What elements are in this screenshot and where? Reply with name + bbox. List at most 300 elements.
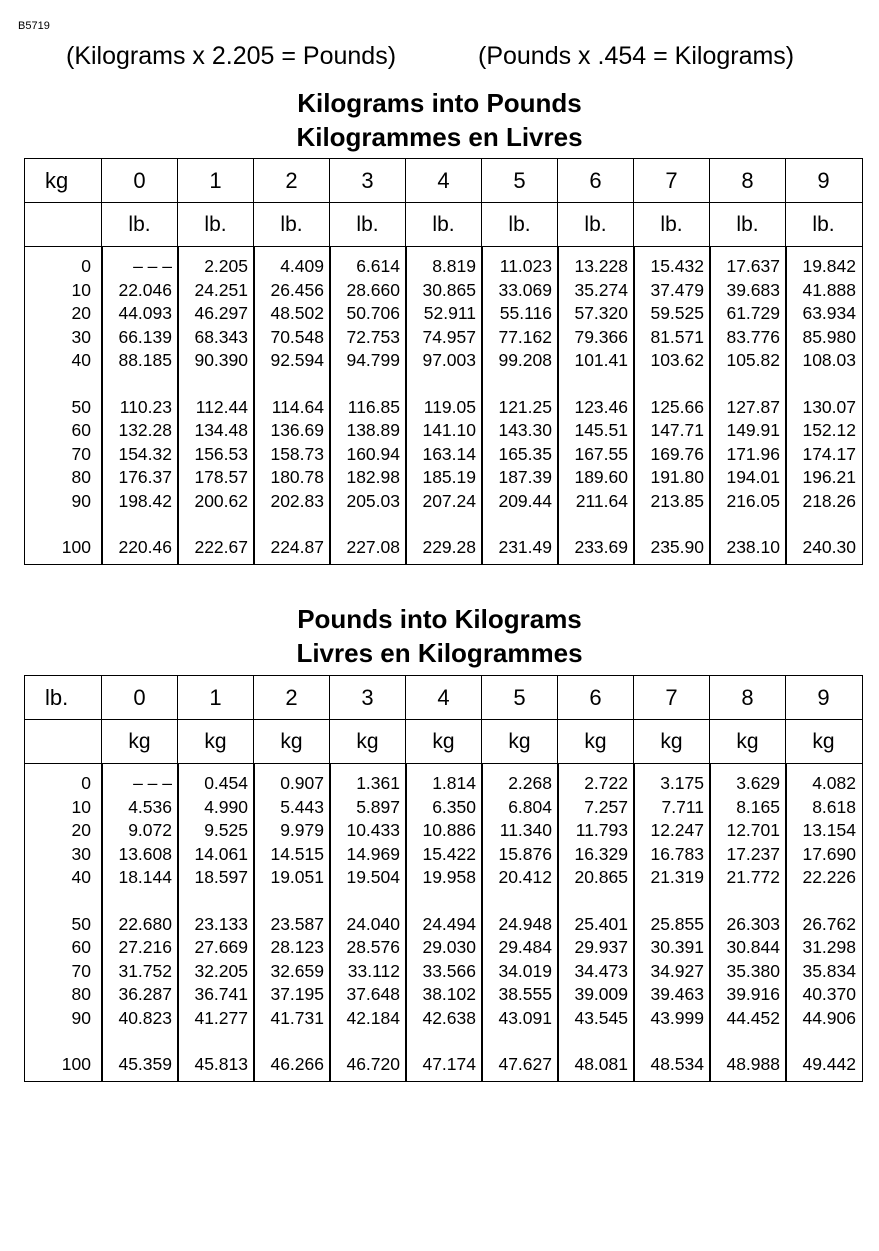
table-cell: 160.94 [346,443,400,464]
table-cell: 38.555 [498,984,552,1004]
table-cell: 39.009 [574,984,628,1004]
table-cell: 70.548 [270,326,324,347]
table-cell: 240.30 [802,537,856,557]
table-row [25,796,862,820]
table-cell: 34.473 [574,960,628,981]
table-cell: 30.391 [650,937,704,957]
table-cell: 174.17 [802,443,856,464]
table-cell: 143.30 [498,420,552,440]
table-cell: 125.66 [650,396,704,417]
table-cell: 165.35 [498,443,552,464]
unit-spacer [25,720,101,763]
table-cell: 119.05 [423,396,476,417]
table-cell: 7.257 [584,796,628,817]
table-cell: 44.906 [802,1007,856,1028]
table-cell: 9.979 [280,820,324,840]
table-cell: 63.934 [802,303,856,323]
table-cell: 3.175 [660,773,704,793]
table-cell: 110.23 [119,396,172,417]
table-cell: 14.969 [346,843,400,864]
column-header: 6 [557,676,633,719]
table-row [25,349,862,373]
table-cell: 55.116 [499,303,552,323]
table-cell: 17.237 [726,843,780,864]
row-label: 40 [71,867,91,887]
table-cell: 32.659 [270,960,324,981]
table-cell: 94.799 [346,350,400,370]
table-cell: 20.412 [498,867,552,887]
table-row [25,302,862,326]
table-cell: 132.28 [118,420,172,440]
table-cell: 23.133 [194,913,248,934]
column-header: 5 [481,676,557,719]
table-cell: 191.80 [650,467,704,487]
table-cell: 41.731 [270,1007,324,1028]
table-cell: 31.752 [118,960,172,981]
table-cell: 34.019 [498,960,552,981]
table-cell: 21.772 [726,867,780,887]
table-cell: 11.023 [499,256,552,276]
table-cell: 4.536 [128,796,172,817]
unit-label: lb. [709,203,785,246]
table-row [25,279,862,303]
table-cell: 5.443 [280,796,324,817]
table-cell: 101.41 [574,350,628,370]
table-corner-label: kg [45,168,69,193]
table-cell: 45.359 [118,1054,172,1074]
table-cell: 163.14 [422,443,476,464]
row-label: 60 [71,937,91,957]
row-label: 50 [71,913,91,934]
table-cell: 25.855 [650,913,704,934]
table-cell: 34.927 [650,960,704,981]
table-cell: 14.061 [194,843,248,864]
table-row [25,1007,862,1031]
column-header: 7 [633,676,709,719]
table-cell: 52.911 [423,303,476,323]
table-cell: 108.03 [802,350,856,370]
table-cell: 149.91 [726,420,780,440]
row-label: 90 [71,490,91,511]
table-cell: 0.454 [204,773,248,793]
table-cell: 11.340 [499,820,552,840]
table-cell: 66.139 [118,326,172,347]
table-row [25,960,862,984]
table-cell: 171.96 [726,443,780,464]
table-cell: 46.720 [346,1054,400,1074]
table-cell: 169.76 [650,443,704,464]
table-cell: 187.39 [498,467,552,487]
table-cell: 141.10 [422,420,476,440]
column-header: 9 [785,159,861,202]
table-cell: 24.494 [422,913,476,934]
table-cell: 224.87 [270,537,324,557]
table-cell: 202.83 [270,490,324,511]
table-cell: 13.228 [574,256,628,276]
table-cell: 45.813 [194,1054,248,1074]
table-cell: 198.42 [118,490,172,511]
column-header: 9 [785,676,861,719]
table-cell: 42.638 [422,1007,476,1028]
table-cell: 85.980 [802,326,856,347]
table-cell: 36.287 [118,984,172,1004]
table-cell: 33.069 [498,279,552,300]
table-cell: 29.937 [574,937,628,957]
table-cell: 16.329 [574,843,628,864]
group-gap [25,1030,862,1053]
table-cell: 4.990 [204,796,248,817]
table-cell: 207.24 [422,490,476,511]
table-cell: 15.432 [650,256,704,276]
unit-row [25,203,862,247]
table-cell: 209.44 [498,490,552,511]
row-label: 50 [71,396,91,417]
table-cell: 24.948 [498,913,552,934]
table-cell: 5.897 [356,796,400,817]
table-cell: 1.814 [432,773,476,793]
group-gap [25,513,862,536]
table-cell: 38.102 [422,984,476,1004]
column-header: 2 [253,676,329,719]
table-cell: 167.55 [574,443,628,464]
table-cell: 83.776 [726,326,780,347]
table-cell: 35.274 [574,279,628,300]
table-header-row [25,159,862,203]
table-cell: 15.876 [498,843,552,864]
table-cell: 9.525 [204,820,248,840]
table-cell: 112.44 [195,396,248,417]
table-cell: – – – [133,773,172,793]
table-cell: 28.123 [270,937,324,957]
table-cell: 37.479 [650,279,704,300]
table-cell: 27.669 [194,937,248,957]
table-cell: 123.46 [574,396,628,417]
table-header-row [25,676,862,720]
table-cell: 194.01 [726,467,780,487]
column-header: 4 [405,159,481,202]
table-cell: 12.247 [650,820,704,840]
table-cell: 39.683 [726,279,780,300]
table-cell: 26.762 [802,913,856,934]
table-cell: 43.999 [650,1007,704,1028]
lb-to-kg-formula: (Pounds x .454 = Kilograms) [478,42,795,70]
row-label: 10 [71,279,91,300]
table-cell: 17.690 [802,843,856,864]
table-cell: 35.380 [726,960,780,981]
unit-row [25,720,862,764]
table-cell: 9.072 [128,820,172,840]
unit-label: kg [253,720,329,763]
table-cell: 145.51 [574,420,628,440]
table-cell: 19.842 [802,256,856,276]
unit-label: lb. [329,203,405,246]
table-cell: 39.463 [650,984,704,1004]
table-cell: 6.350 [432,796,476,817]
table-cell: 17.637 [726,256,780,276]
table-cell: 196.21 [802,467,856,487]
column-header: 1 [177,159,253,202]
table-cell: 213.85 [650,490,704,511]
row-label: 100 [61,1054,91,1074]
table-cell: 68.343 [194,326,248,347]
unit-label: kg [329,720,405,763]
table-row [25,490,862,514]
table-cell: 7.711 [661,796,704,817]
table-row [25,396,862,420]
table-cell: 22.226 [802,867,856,887]
column-header: 8 [709,676,785,719]
document-code: B5719 [18,20,50,32]
table-cell: 180.78 [270,467,324,487]
row-label: 70 [71,960,91,981]
table-cell: 22.046 [118,279,172,300]
table-cell: 211.64 [575,490,628,511]
table-cell: 48.502 [270,303,324,323]
unit-label: lb. [101,203,177,246]
table-cell: 27.216 [118,937,172,957]
unit-label: lb. [481,203,557,246]
column-header: 2 [253,159,329,202]
row-label: 0 [81,256,91,276]
table-cell: 147.71 [650,420,704,440]
table-row [25,419,862,443]
table-cell: 4.409 [280,256,324,276]
table-cell: 25.401 [574,913,628,934]
table-cell: 77.162 [498,326,552,347]
table-cell: 227.08 [346,537,400,557]
table-cell: 48.988 [726,1054,780,1074]
table-cell: 231.49 [498,537,552,557]
column-header: 7 [633,159,709,202]
table-cell: 1.361 [356,773,400,793]
unit-spacer [25,203,101,246]
unit-label: kg [633,720,709,763]
table-cell: 49.442 [802,1054,856,1074]
table-cell: 32.205 [194,960,248,981]
table-row [25,255,862,279]
table-cell: 41.888 [802,279,856,300]
table-row [25,843,862,867]
table-cell: 154.32 [118,443,172,464]
row-label: 100 [61,537,91,557]
table-cell: 40.370 [802,984,856,1004]
table-cell: 35.834 [802,960,856,981]
table-cell: 176.37 [118,467,172,487]
table-cell: 233.69 [574,537,628,557]
table-cell: 26.303 [726,913,780,934]
table-cell: 81.571 [650,326,704,347]
table-cell: 218.26 [802,490,856,511]
row-label: 20 [71,820,91,840]
table-cell: 72.753 [346,326,400,347]
table-cell: 30.844 [726,937,780,957]
table-row [25,1053,862,1077]
table-cell: 33.566 [422,960,476,981]
row-label: 70 [71,443,91,464]
table-cell: 15.422 [422,843,476,864]
table-row [25,936,862,960]
table-body [25,247,862,564]
table-cell: 30.865 [422,279,476,300]
table-cell: 127.87 [726,396,780,417]
table-cell: 99.208 [498,350,552,370]
table-cell: 24.251 [194,279,248,300]
row-label: 0 [81,773,91,793]
table-cell: 2.268 [508,773,552,793]
table-cell: 222.67 [194,537,248,557]
table-cell: 29.030 [422,937,476,957]
table-cell: 37.648 [346,984,400,1004]
table-cell: 97.003 [422,350,476,370]
column-header: 6 [557,159,633,202]
table-cell: 47.174 [422,1054,476,1074]
table-cell: 105.82 [726,350,780,370]
unit-label: lb. [633,203,709,246]
unit-label: kg [557,720,633,763]
table-cell: 8.819 [432,256,476,276]
group-gap [25,890,862,913]
unit-label: kg [785,720,861,763]
lb-to-kg-table [24,675,863,1082]
unit-label: lb. [253,203,329,246]
unit-label: lb. [557,203,633,246]
table-cell: 20.865 [574,867,628,887]
table-cell: 216.05 [726,490,780,511]
table-cell: 220.46 [118,537,172,557]
table-cell: 40.823 [118,1007,172,1028]
table-cell: 28.576 [346,937,400,957]
table-cell: 18.597 [194,867,248,887]
table-corner-label: lb. [45,685,69,710]
table-cell: 47.627 [498,1054,552,1074]
unit-label: lb. [785,203,861,246]
table-cell: 79.366 [574,326,628,347]
table-cell: 21.319 [650,867,704,887]
table-cell: 200.62 [194,490,248,511]
table-cell: 22.680 [118,913,172,934]
table-cell: 0.907 [280,773,324,793]
unit-label: lb. [177,203,253,246]
table-row [25,772,862,796]
table-cell: 36.741 [194,984,248,1004]
row-label: 80 [71,984,91,1004]
table-cell: 8.618 [812,796,856,817]
table-row [25,536,862,560]
table1-title-fr: Kilogrammes en Livres [296,122,583,152]
table-cell: 134.48 [194,420,248,440]
table-cell: 136.69 [270,420,324,440]
table-cell: 11.793 [575,820,628,840]
table-cell: 59.525 [650,303,704,323]
table-cell: – – – [133,256,172,276]
table2-title-en: Pounds into Kilograms [297,604,582,634]
unit-label: kg [709,720,785,763]
table-cell: 41.277 [194,1007,248,1028]
unit-label: kg [101,720,177,763]
column-header: 3 [329,159,405,202]
unit-label: kg [481,720,557,763]
table-cell: 28.660 [346,279,400,300]
table-cell: 46.266 [270,1054,324,1074]
table-cell: 24.040 [346,913,400,934]
table-cell: 61.729 [726,303,780,323]
table-cell: 13.154 [802,820,856,840]
unit-label: lb. [405,203,481,246]
table-cell: 90.390 [194,350,248,370]
table-row [25,983,862,1007]
table-cell: 50.706 [346,303,400,323]
table-cell: 42.184 [346,1007,400,1028]
table-cell: 31.298 [802,937,856,957]
table-cell: 39.916 [726,984,780,1004]
table-cell: 152.12 [802,420,856,440]
column-header: 0 [101,159,177,202]
table-cell: 138.89 [346,420,400,440]
row-label: 20 [71,303,91,323]
column-header: 5 [481,159,557,202]
table-cell: 229.28 [422,537,476,557]
table-row [25,819,862,843]
table-cell: 189.60 [574,467,628,487]
table-cell: 10.886 [422,820,476,840]
table-body [25,764,862,1081]
group-gap [25,373,862,396]
column-header: 4 [405,676,481,719]
table-cell: 57.320 [574,303,628,323]
table-cell: 46.297 [194,303,248,323]
column-header: 1 [177,676,253,719]
table-cell: 44.452 [726,1007,780,1028]
table-cell: 88.185 [118,350,172,370]
table-cell: 6.614 [356,256,400,276]
table-cell: 2.722 [584,773,628,793]
table-cell: 4.082 [812,773,856,793]
table-row [25,866,862,890]
table-cell: 8.165 [736,796,780,817]
table-cell: 2.205 [204,256,248,276]
table-cell: 114.64 [271,396,324,417]
table-cell: 92.594 [270,350,324,370]
table-cell: 12.701 [726,820,780,840]
table-cell: 48.534 [650,1054,704,1074]
row-label: 40 [71,350,91,370]
unit-label: kg [405,720,481,763]
table-cell: 3.629 [736,773,780,793]
table-cell: 185.19 [422,467,476,487]
table-cell: 19.051 [270,867,324,887]
row-label: 60 [71,420,91,440]
table-cell: 235.90 [650,537,704,557]
table-cell: 158.73 [270,443,324,464]
table-row [25,913,862,937]
table-cell: 13.608 [118,843,172,864]
table-cell: 116.85 [347,396,400,417]
table2-heading [0,602,879,670]
table-cell: 33.112 [347,960,400,981]
table-cell: 29.484 [498,937,552,957]
row-label: 30 [71,843,91,864]
table-cell: 14.515 [270,843,324,864]
table1-title-en: Kilograms into Pounds [297,88,582,118]
table-cell: 37.195 [270,984,324,1004]
table-row [25,466,862,490]
table-cell: 26.456 [270,279,324,300]
table2-title-fr: Livres en Kilogrammes [296,638,583,668]
table-cell: 6.804 [508,796,552,817]
table-cell: 74.957 [422,326,476,347]
table-cell: 23.587 [270,913,324,934]
unit-label: kg [177,720,253,763]
